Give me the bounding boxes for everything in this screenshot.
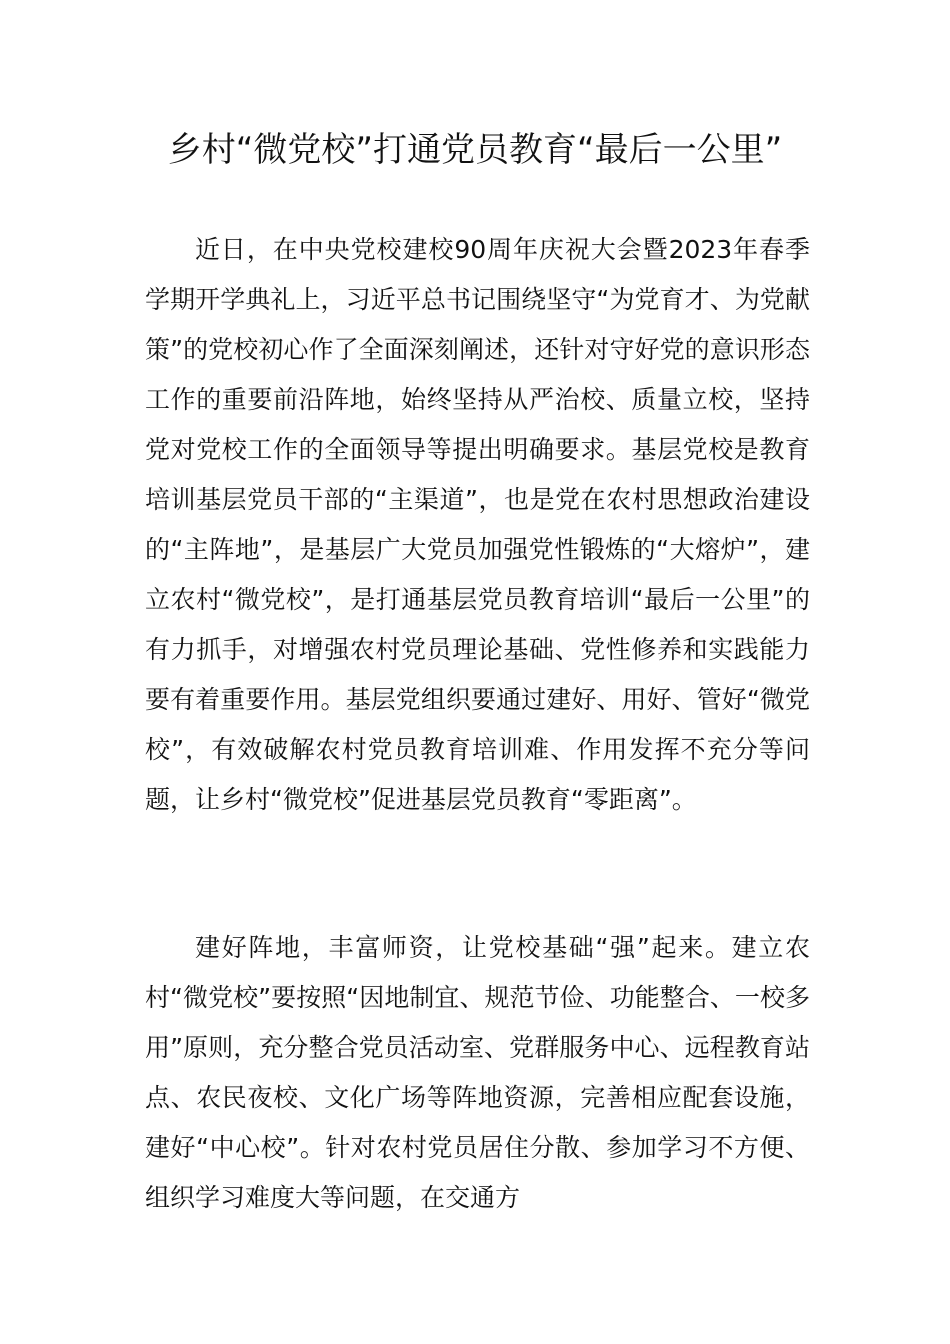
- document-title: 乡村“微党校”打通党员教育“最后一公里”: [167, 130, 783, 170]
- body-paragraph-1: 近日，在中央党校建校90周年庆祝大会暨2023年春季学期开学典礼上，习近平总书记围绕坚守“为党育才、为党献策”的党校初心作了全面深刻阐述，还针对守好党的意识形态工作的重要前沿阵地，始终坚持从严治校、质量立校，坚持党对党校工作的全面领导等提出明确要求。基层党校是教育培训基层党员干部的“主渠道”，也是党在农村思想政治建设的“主阵地”，是基层广大党员加强党性锻炼的“大熔炉”，建立农村“微党校”，是打通基层党员教育培训“最后一公里”的有力抓手，对增强农村党员理论基础、党性修养和实践能力要有着重要作用。基层党组织要通过建好、用好、管好“微党校”，有效破解农村党员教育培训难、作用发挥不充分等问题，让乡村“微党校”促进基层党员教育“零距离”。: [145, 235, 810, 814]
- body-paragraph-2: 建好阵地，丰富师资，让党校基础“强”起来。建立农村“微党校”要按照“因地制宜、规范节俭、功能整合、一校多用”原则，充分整合党员活动室、党群服务中心、远程教育站点、农民夜校、文化广场等阵地资源，完善相应配套设施，建好“中心校”。针对农村党员居住分散、参加学习不方便、组织学习难度大等问题，在交通方: [145, 933, 810, 1212]
